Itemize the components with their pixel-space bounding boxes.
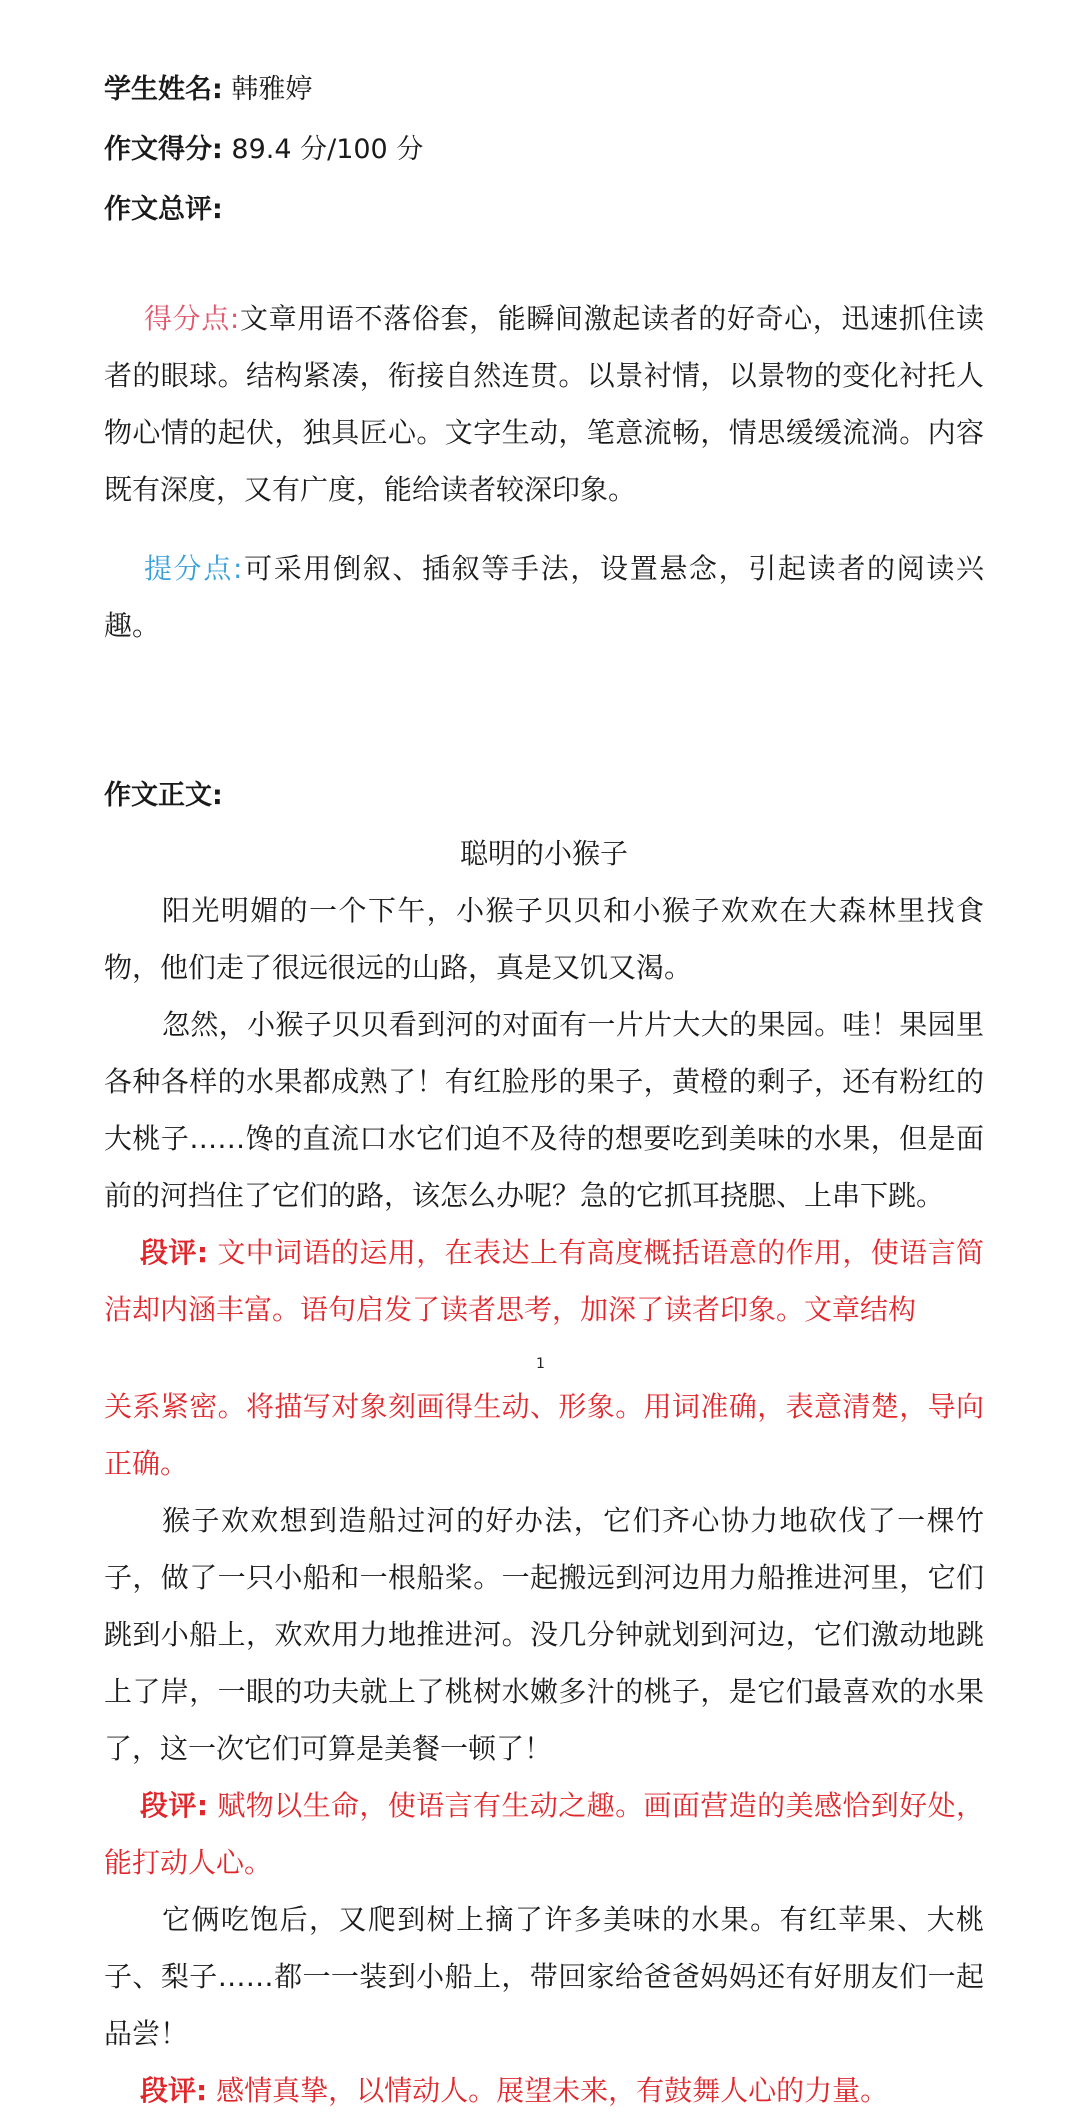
paragraph-comment-1 <box>104 1224 984 1338</box>
essay-score-value: 89.4 分/100 分 <box>231 134 424 165</box>
score-point-paragraph <box>104 290 984 518</box>
comment-text: 赋物以生命，使语言有生动之趣。画面营造的美感恰到好处，能打动人心。 <box>104 1789 984 1879</box>
paragraph-comment-3 <box>104 2062 984 2119</box>
essay-paragraph-1: 阳光明媚的一个下午，小猴子贝贝和小猴子欢欢在大森林里找食物，他们走了很远很远的山路，真是又饥又渴。 <box>104 894 984 984</box>
comment-text: 文中词语的运用，在表达上有高度概括语意的作用，使语言简洁却内涵丰富。语句启发了读者思考，加深了读者印象。文章结构 <box>104 1236 984 1326</box>
essay-score-label: 作文得分: <box>104 134 223 165</box>
paragraph-comment-1-continued: 关系紧密。将描写对象刻画得生动、形象。用词准确，表意清楚，导向正确。 <box>104 1390 984 1480</box>
essay-summary-heading <box>104 180 984 240</box>
essay-summary-label: 作文总评: <box>104 194 223 225</box>
page-number: 1 <box>536 1356 545 1372</box>
student-name-label: 学生姓名: <box>104 74 223 105</box>
comment-label: 段评: <box>140 1236 209 1269</box>
essay-score-line <box>104 120 984 180</box>
score-point-label: 得分点: <box>144 302 240 335</box>
score-point-text: 文章用语不落俗套，能瞬间激起读者的好奇心，迅速抓住读者的眼球。结构紧凑，衔接自然连贯。以景衬情，以景物的变化衬托人物心情的起伏，独具匠心。文字生动，笔意流畅，情思缓缓流淌。内容既有深度，又有广度，能给读者较深印象。 <box>104 302 984 506</box>
student-name-line <box>104 60 984 120</box>
essay-body-heading: 作文正文: <box>104 780 223 811</box>
essay-title: 聪明的小猴子 <box>459 837 628 870</box>
comment-label: 段评: <box>140 1789 209 1822</box>
improve-point-paragraph <box>104 540 984 654</box>
student-name-value: 韩雅婷 <box>231 74 313 105</box>
essay-paragraph-2: 忽然，小猴子贝贝看到河的对面有一片片大大的果园。哇！果园里各种各样的水果都成熟了！有红脸彤的果子，黄橙的剩子，还有粉红的大桃子……馋的直流口水它们迫不及待的想要吃到美味的水果，但是面前的河挡住了它们的路，该怎么办呢？急的它抓耳挠腮、上串下跳。 <box>104 1008 984 1212</box>
improve-point-label: 提分点: <box>144 552 243 585</box>
document-page <box>104 60 984 2119</box>
comment-text: 感情真挚，以情动人。展望未来，有鼓舞人心的力量。 <box>216 2074 889 2107</box>
essay-paragraph-3: 猴子欢欢想到造船过河的好办法，它们齐心协力地砍伐了一棵竹子，做了一只小船和一根船桨。一起搬远到河边用力船推进河里，它们跳到小船上，欢欢用力地推进河。没几分钟就划到河边，它们激动地跳上了岸，一眼的功夫就上了桃树水嫩多汁的桃子，是它们最喜欢的水果了，这一次它们可算是美餐一顿了！ <box>104 1504 984 1765</box>
paragraph-comment-2 <box>104 1777 984 1891</box>
improve-point-text: 可采用倒叙、插叙等手法，设置悬念，引起读者的阅读兴趣。 <box>104 552 984 642</box>
comment-label: 段评: <box>140 2074 208 2107</box>
essay-paragraph-4: 它俩吃饱后，又爬到树上摘了许多美味的水果。有红苹果、大桃子、梨子……都一一装到小船上，带回家给爸爸妈妈还有好朋友们一起品尝！ <box>104 1903 984 2050</box>
